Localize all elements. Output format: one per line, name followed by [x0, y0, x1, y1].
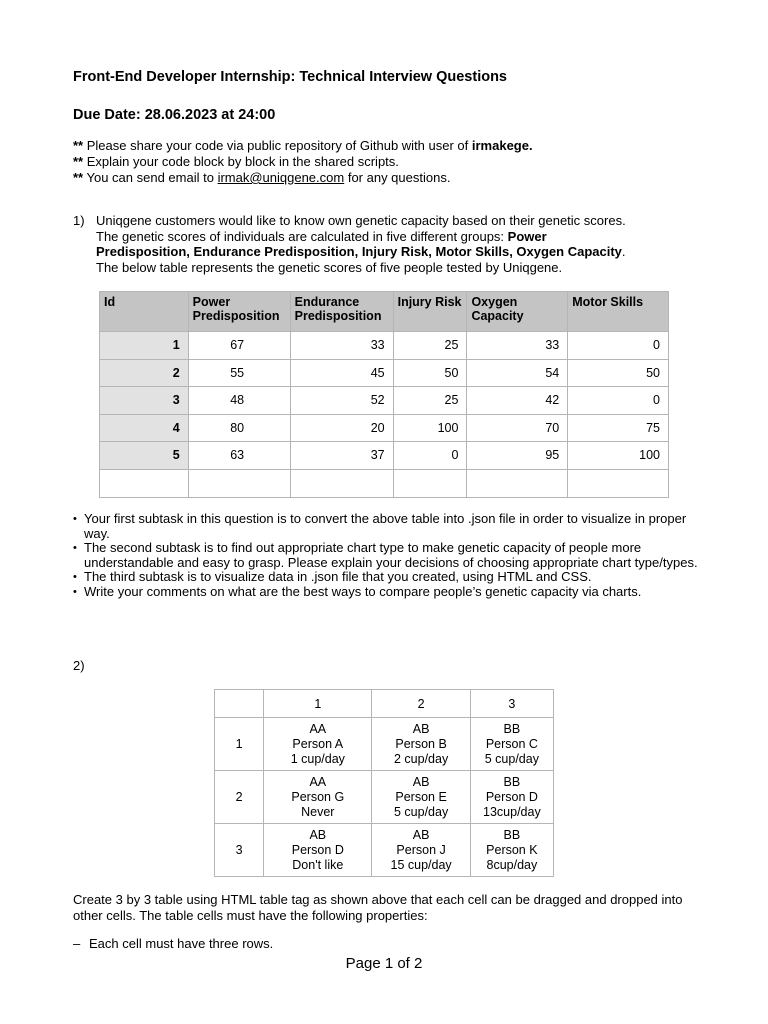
- row-id: 4: [100, 414, 189, 442]
- cell-line: BB: [503, 721, 521, 736]
- note-line: [73, 170, 450, 186]
- table-cell: 80: [188, 414, 290, 442]
- cell-line: Person A: [292, 736, 344, 751]
- table-cell: 67: [188, 332, 290, 360]
- grid-cell: [264, 824, 372, 877]
- row-id: 5: [100, 442, 189, 470]
- row-id: 3: [100, 387, 189, 415]
- email-link[interactable]: irmak@uniqgene.com: [217, 170, 345, 185]
- table-cell: 50: [568, 359, 669, 387]
- cell-line: 13cup/day: [483, 804, 541, 819]
- note-prefix: **: [73, 170, 84, 185]
- table-cell: 25: [393, 332, 467, 360]
- header-injury: Injury Risk: [393, 292, 467, 332]
- table-cell: 45: [290, 359, 393, 387]
- empty-cell: [290, 469, 393, 497]
- question-1-bold-part: Power: [507, 228, 547, 244]
- table-cell: 100: [393, 414, 467, 442]
- column-header: 3: [470, 690, 553, 718]
- page-number: Page 1 of 2: [345, 955, 423, 972]
- column-header: 1: [264, 690, 372, 718]
- cell-line: Person D: [485, 789, 538, 804]
- cell-line: Person C: [485, 736, 538, 751]
- table-header-row: [215, 690, 554, 718]
- corner-cell: [215, 690, 264, 718]
- table-row: [215, 824, 554, 877]
- empty-row: [100, 469, 669, 497]
- drag-drop-example-table: [214, 689, 554, 877]
- cell-line: 8cup/day: [486, 857, 538, 872]
- empty-cell: [100, 469, 189, 497]
- grid-cell: [264, 718, 372, 771]
- cell-line: BB: [503, 827, 521, 842]
- subtask-list: [73, 512, 713, 599]
- list-item: • The third subtask is to visualize data in .json file that you created, using HTML and CSS.: [73, 570, 713, 585]
- note-prefix: **: [73, 138, 84, 153]
- row-id: 2: [100, 359, 189, 387]
- table-cell: 54: [467, 359, 568, 387]
- question-1-text-part: .: [621, 244, 626, 259]
- table-cell: 20: [290, 414, 393, 442]
- note-line: [73, 138, 533, 154]
- question-1-line: [96, 229, 696, 245]
- header-oxygen: Oxygen Capacity: [467, 292, 568, 332]
- cell-line: Person D: [291, 842, 344, 857]
- empty-cell: [568, 469, 669, 497]
- row-header: 1: [215, 718, 264, 771]
- grid-cell: [264, 771, 372, 824]
- header-power: Power Predisposition: [188, 292, 290, 332]
- table-cell: 37: [290, 442, 393, 470]
- table-cell: 0: [568, 332, 669, 360]
- table-cell: 0: [393, 442, 467, 470]
- table-row: [100, 442, 669, 470]
- question-1-text: [96, 213, 696, 275]
- question-1-line: The below table represents the genetic scores of five people tested by Uniqgene.: [96, 259, 563, 275]
- table-cell: 50: [393, 359, 467, 387]
- table-cell: 75: [568, 414, 669, 442]
- genetic-scores-table: [99, 291, 669, 498]
- table-cell: 55: [188, 359, 290, 387]
- note-text: Explain your code block by block in the shared scripts.: [83, 154, 399, 169]
- cell-line: 5 cup/day: [484, 751, 539, 766]
- table-row: [100, 414, 669, 442]
- cell-line: 15 cup/day: [390, 857, 452, 872]
- row-id: 1: [100, 332, 189, 360]
- note-line: [73, 154, 399, 170]
- table-cell: 33: [290, 332, 393, 360]
- cell-line: AB: [412, 774, 430, 789]
- due-date: Due Date: 28.06.2023 at 24:00: [73, 107, 276, 123]
- header-endurance: Endurance Predisposition: [290, 292, 393, 332]
- note-text: for any questions.: [344, 170, 451, 185]
- grid-cell: [372, 771, 470, 824]
- table-row: [100, 359, 669, 387]
- table-cell: 52: [290, 387, 393, 415]
- note-text: You can send email to: [83, 170, 218, 185]
- table-cell: 95: [467, 442, 568, 470]
- question-1-bold-part: Predisposition, Endurance Predisposition, Injury Risk, Motor Skills, Oxygen Capacity: [96, 244, 622, 259]
- table-cell: 25: [393, 387, 467, 415]
- column-header: 2: [372, 690, 470, 718]
- question-1-line: Uniqgene customers would like to know own genetic capacity based on their genetic scores.: [96, 213, 626, 228]
- cell-line: Person J: [396, 842, 446, 857]
- grid-cell: [470, 771, 553, 824]
- github-user: irmakege.: [471, 138, 533, 153]
- table-cell: 33: [467, 332, 568, 360]
- row-header: 3: [215, 824, 264, 877]
- table-row: [215, 771, 554, 824]
- cell-line: AB: [412, 827, 430, 842]
- question-number: 2): [73, 658, 85, 673]
- requirement-text: Each cell must have three rows.: [89, 936, 274, 951]
- cell-line: AA: [309, 774, 327, 789]
- table-cell: 42: [467, 387, 568, 415]
- cell-line: Don't like: [292, 857, 344, 872]
- cell-line: Person E: [395, 789, 447, 804]
- list-item: • The second subtask is to find out appropriate chart type to make genetic capacity of people more understandable and easy to grasp. Please explain your decisions of choosing appropriate chart type/types.: [73, 541, 713, 570]
- table-cell: 0: [568, 387, 669, 415]
- grid-cell: [470, 824, 553, 877]
- note-text: Please share your code via public repository of Github with user of: [83, 138, 472, 153]
- header-id: Id: [100, 292, 189, 332]
- question-1-line: [96, 244, 696, 260]
- cell-line: AA: [309, 721, 327, 736]
- instruction-text: Create 3 by 3 table using HTML table tag as shown above that each cell can be dragged and dropped into other cells. The table cells must have the following properties:: [73, 892, 683, 923]
- table-row: [100, 332, 669, 360]
- table-header-row: [100, 292, 669, 332]
- empty-cell: [188, 469, 290, 497]
- cell-line: Person K: [486, 842, 538, 857]
- cell-line: Person G: [291, 789, 345, 804]
- table-row: [215, 718, 554, 771]
- grid-cell: [372, 718, 470, 771]
- list-item: • Write your comments on what are the best ways to compare people’s genetic capacity via charts.: [73, 585, 713, 600]
- table-cell: 100: [568, 442, 669, 470]
- cell-line: 1 cup/day: [290, 751, 345, 766]
- empty-cell: [467, 469, 568, 497]
- grid-cell: [470, 718, 553, 771]
- cell-line: AB: [309, 827, 327, 842]
- list-item: • Your first subtask in this question is to convert the above table into .json file in order to visualize in proper way.: [73, 512, 713, 541]
- document-title: Front-End Developer Internship: Technical Interview Questions: [73, 69, 507, 85]
- row-header: 2: [215, 771, 264, 824]
- dash-marker: –: [73, 936, 81, 951]
- table-cell: 48: [188, 387, 290, 415]
- header-motor: Motor Skills: [568, 292, 669, 332]
- question-number: 1): [73, 213, 85, 228]
- cell-line: 5 cup/day: [393, 804, 449, 819]
- table-cell: 70: [467, 414, 568, 442]
- grid-cell: [372, 824, 470, 877]
- table-row: [100, 387, 669, 415]
- note-prefix: **: [73, 154, 84, 169]
- cell-line: Never: [301, 804, 335, 819]
- table-cell: 63: [188, 442, 290, 470]
- cell-line: 2 cup/day: [393, 751, 449, 766]
- cell-line: AB: [412, 721, 430, 736]
- empty-cell: [393, 469, 467, 497]
- question-1-text-part: The genetic scores of individuals are calculated in five different groups:: [96, 228, 508, 244]
- cell-line: BB: [503, 774, 521, 789]
- cell-line: Person B: [395, 736, 447, 751]
